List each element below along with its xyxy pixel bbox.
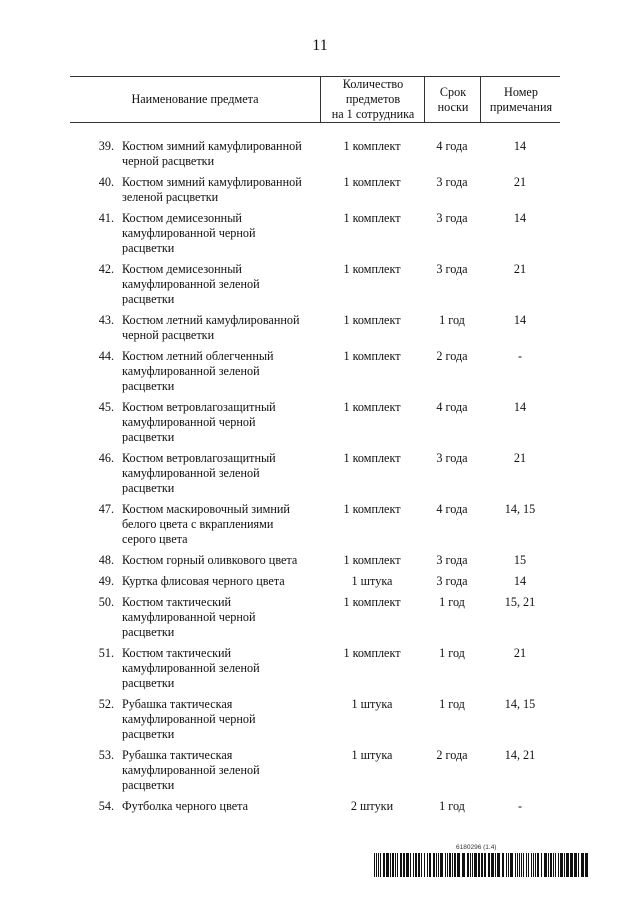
row-number: 44.	[98, 349, 114, 363]
row-number: 48.	[98, 553, 114, 567]
item-note-number: -	[517, 799, 523, 813]
item-name	[122, 502, 320, 547]
item-name-line: зеленой расцветки	[122, 190, 219, 204]
item-name	[122, 451, 320, 496]
barcode	[374, 853, 590, 877]
item-quantity: 1 комплект	[343, 553, 401, 567]
item-name	[122, 646, 320, 691]
item-wear-term: 4 года	[436, 139, 468, 153]
barcode-bar	[449, 853, 451, 877]
barcode-bar	[392, 853, 394, 877]
header-line: носки	[437, 99, 469, 114]
barcode-bar	[474, 853, 477, 877]
item-wear-term: 3 года	[436, 175, 468, 189]
barcode-bar	[410, 853, 411, 877]
table-row	[70, 451, 560, 502]
item-quantity: 1 комплект	[343, 646, 401, 660]
header-line: предметов	[345, 92, 401, 106]
item-quantity: 1 комплект	[343, 313, 401, 327]
row-number: 49.	[98, 574, 114, 588]
item-note-number: 21	[513, 262, 527, 276]
barcode-bar	[440, 853, 443, 877]
row-number: 45.	[98, 400, 114, 414]
item-name	[122, 175, 320, 205]
barcode-bar	[548, 853, 549, 877]
item-name-line: серого цвета	[122, 532, 188, 546]
barcode-bar	[519, 853, 520, 877]
barcode-bar	[386, 853, 389, 877]
item-wear-term: 3 года	[436, 211, 468, 225]
document-code: 6180296 (1.4)	[456, 844, 497, 851]
row-number: 53.	[98, 748, 114, 762]
barcode-bar	[433, 853, 435, 877]
item-quantity: 1 комплект	[343, 262, 401, 276]
item-quantity: 2 штуки	[350, 799, 394, 813]
item-name-line: Костюм демисезонный	[122, 211, 242, 225]
item-name-line: камуфлированной черной	[122, 226, 256, 240]
barcode-bar	[555, 853, 556, 877]
barcode-bar	[528, 853, 529, 877]
row-number: 52.	[98, 697, 114, 711]
barcode-bar	[380, 853, 381, 877]
barcode-bar	[535, 853, 536, 877]
barcode-bar	[510, 853, 513, 877]
barcode-bar	[421, 853, 422, 877]
item-name-line: Рубашка тактическая	[122, 748, 233, 762]
item-name-line: Костюм горный оливкового цвета	[122, 553, 298, 567]
barcode-bar	[457, 853, 460, 877]
row-number: 43.	[98, 313, 114, 327]
item-name	[122, 400, 320, 445]
barcode-bar	[462, 853, 465, 877]
barcode-bar	[541, 853, 542, 877]
header-line: примечания	[489, 99, 553, 114]
header-quantity	[320, 77, 425, 122]
item-wear-term: 1 год	[439, 799, 465, 813]
page-number: 11	[312, 37, 328, 54]
barcode-bar	[491, 853, 494, 877]
barcode-bar	[418, 853, 420, 877]
item-note-number: 15	[513, 553, 527, 567]
item-name-line: расцветки	[122, 292, 175, 306]
barcode-bar	[403, 853, 405, 877]
item-wear-term: 4 года	[436, 400, 468, 414]
item-wear-term: 3 года	[436, 553, 468, 567]
header-wear-term	[424, 77, 481, 122]
item-name-line: Костюм летний камуфлированной	[122, 313, 300, 327]
barcode-bar	[452, 853, 453, 877]
barcode-bar	[470, 853, 471, 877]
item-name-line: Костюм зимний камуфлированной	[122, 175, 302, 189]
item-name-line: расцветки	[122, 727, 175, 741]
barcode-bar	[560, 853, 563, 877]
row-number: 39.	[98, 139, 114, 153]
header-line: Наименование предмета	[131, 92, 259, 106]
barcode-bar	[413, 853, 414, 877]
barcode-bar	[570, 853, 573, 877]
item-name-line: Куртка флисовая черного цвета	[122, 574, 285, 588]
table-row	[70, 595, 560, 646]
item-note-number: 15, 21	[504, 595, 536, 609]
barcode-bar	[427, 853, 428, 877]
item-name-line: Костюм тактический	[122, 646, 232, 660]
item-name-line: Рубашка тактическая	[122, 697, 233, 711]
item-name-line: камуфлированной черной	[122, 415, 256, 429]
item-quantity: 1 комплект	[343, 175, 401, 189]
barcode-bar	[508, 853, 509, 877]
barcode-bar	[533, 853, 534, 877]
barcode-bar	[429, 853, 431, 877]
barcode-bar	[506, 853, 507, 877]
barcode-bar	[454, 853, 456, 877]
row-number: 46.	[98, 451, 114, 465]
item-name-line: камуфлированной зеленой	[122, 763, 260, 777]
item-name-line: Костюм демисезонный	[122, 262, 242, 276]
barcode-bar	[566, 853, 569, 877]
barcode-bar	[438, 853, 439, 877]
table-row	[70, 646, 560, 697]
item-name	[122, 595, 320, 640]
item-quantity: 1 штука	[351, 748, 393, 762]
row-number: 41.	[98, 211, 114, 225]
item-note-number: 21	[513, 175, 527, 189]
row-number: 54.	[98, 799, 114, 813]
table-row	[70, 799, 560, 820]
item-quantity: 1 комплект	[343, 502, 401, 516]
item-name	[122, 574, 320, 589]
barcode-bar	[390, 853, 391, 877]
barcode-bar	[397, 853, 398, 877]
table-row	[70, 313, 560, 349]
barcode-bar	[521, 853, 522, 877]
table-row	[70, 553, 560, 574]
row-number: 50.	[98, 595, 114, 609]
item-name-line: Костюм зимний камуфлированной	[122, 139, 302, 153]
item-name-line: черной расцветки	[122, 154, 215, 168]
item-name-line: Футболка черного цвета	[122, 799, 249, 813]
item-name	[122, 211, 320, 256]
barcode-bar	[558, 853, 559, 877]
table-row	[70, 139, 560, 175]
header-note-number	[480, 77, 561, 122]
barcode-bar	[502, 853, 504, 877]
item-name-line: Костюм ветровлагозащитный	[122, 451, 276, 465]
table-row	[70, 748, 560, 799]
row-number: 42.	[98, 262, 114, 276]
barcode-bar	[436, 853, 437, 877]
barcode-bar	[467, 853, 469, 877]
barcode-bar	[523, 853, 524, 877]
item-wear-term: 1 год	[439, 646, 465, 660]
item-wear-term: 3 года	[436, 451, 468, 465]
header-line: на 1 сотрудника	[331, 107, 415, 121]
barcode-bar	[415, 853, 417, 877]
barcode-bar	[472, 853, 473, 877]
item-name-line: камуфлированной черной	[122, 610, 256, 624]
barcode-bar	[578, 853, 579, 877]
item-name-line: расцветки	[122, 481, 175, 495]
item-name-line: черной расцветки	[122, 328, 215, 342]
barcode-bar	[581, 853, 584, 877]
table-row	[70, 400, 560, 451]
barcode-bar	[515, 853, 516, 877]
item-name-line: камуфлированной зеленой	[122, 661, 260, 675]
table-row	[70, 697, 560, 748]
barcode-bar	[445, 853, 446, 877]
item-name-line: Костюм ветровлагозащитный	[122, 400, 276, 414]
barcode-bar	[517, 853, 518, 877]
barcode-bar	[374, 853, 375, 877]
item-quantity: 1 комплект	[343, 211, 401, 225]
item-name-line: камуфлированной зеленой	[122, 277, 260, 291]
item-note-number: 21	[513, 646, 527, 660]
barcode-bar	[447, 853, 448, 877]
barcode-bar	[564, 853, 565, 877]
item-name	[122, 313, 320, 343]
item-quantity: 1 комплект	[343, 595, 401, 609]
barcode-bar	[537, 853, 539, 877]
item-wear-term: 2 года	[436, 349, 468, 363]
item-wear-term: 3 года	[436, 574, 468, 588]
barcode-bar	[481, 853, 483, 877]
barcode-bar	[383, 853, 385, 877]
table-row	[70, 349, 560, 400]
item-quantity: 1 штука	[351, 574, 393, 588]
item-note-number: 14	[513, 313, 527, 327]
item-note-number: 14	[513, 139, 527, 153]
header-line: Номер	[504, 84, 538, 99]
row-number: 40.	[98, 175, 114, 189]
barcode-bar	[424, 853, 425, 877]
table-row	[70, 574, 560, 595]
item-quantity: 1 комплект	[343, 139, 401, 153]
item-name	[122, 349, 320, 394]
item-name	[122, 553, 320, 568]
barcode-bar	[378, 853, 379, 877]
item-wear-term: 1 год	[439, 595, 465, 609]
item-note-number: 14, 15	[504, 697, 536, 711]
barcode-bar	[531, 853, 532, 877]
item-note-number: 14	[513, 211, 527, 225]
item-wear-term: 2 года	[436, 748, 468, 762]
header-line: Срок	[439, 84, 467, 99]
row-number: 51.	[98, 646, 114, 660]
item-name	[122, 139, 320, 169]
item-wear-term: 1 год	[439, 697, 465, 711]
barcode-bar	[585, 853, 588, 877]
item-name-line: расцветки	[122, 625, 175, 639]
barcode-bar	[395, 853, 396, 877]
table-row	[70, 211, 560, 262]
item-quantity: 1 штука	[351, 697, 393, 711]
item-name-line: камуфлированной черной	[122, 712, 256, 726]
barcode-bar	[544, 853, 547, 877]
table-row	[70, 262, 560, 313]
barcode-bar	[400, 853, 402, 877]
item-name	[122, 748, 320, 793]
item-name	[122, 262, 320, 307]
item-name	[122, 697, 320, 742]
item-name-line: расцветки	[122, 676, 175, 690]
item-name-line: расцветки	[122, 379, 175, 393]
table-header	[70, 76, 560, 123]
barcode-bar	[550, 853, 552, 877]
item-note-number: 14, 21	[504, 748, 536, 762]
barcode-bar	[526, 853, 527, 877]
item-quantity: 1 комплект	[343, 451, 401, 465]
item-wear-term: 1 год	[439, 313, 465, 327]
item-name-line: Костюм маскировочный зимний	[122, 502, 290, 516]
item-wear-term: 3 года	[436, 262, 468, 276]
item-name	[122, 799, 320, 814]
item-name-line: расцветки	[122, 241, 175, 255]
item-note-number: 14, 15	[504, 502, 536, 516]
uniform-items-table	[70, 76, 560, 820]
item-note-number: 14	[513, 400, 527, 414]
barcode-bar	[574, 853, 577, 877]
header-item-name	[70, 77, 320, 122]
barcode-bar	[376, 853, 377, 877]
item-name-line: Костюм летний облегченный	[122, 349, 274, 363]
table-row	[70, 175, 560, 211]
barcode-bar	[406, 853, 409, 877]
barcode-bar	[553, 853, 554, 877]
item-quantity: 1 комплект	[343, 400, 401, 414]
item-note-number: -	[517, 349, 523, 363]
item-note-number: 14	[513, 574, 527, 588]
item-note-number: 21	[513, 451, 527, 465]
barcode-bar	[495, 853, 496, 877]
item-name-line: белого цвета с вкраплениями	[122, 517, 274, 531]
barcode-bar	[497, 853, 500, 877]
table-row	[70, 502, 560, 553]
item-quantity: 1 комплект	[343, 349, 401, 363]
row-number: 47.	[98, 502, 114, 516]
table-body	[70, 123, 560, 820]
item-wear-term: 4 года	[436, 502, 468, 516]
barcode-bar	[478, 853, 480, 877]
item-name-line: расцветки	[122, 430, 175, 444]
item-name-line: камуфлированной зеленой	[122, 364, 260, 378]
item-name-line: расцветки	[122, 778, 175, 792]
barcode-bar	[484, 853, 486, 877]
item-name-line: Костюм тактический	[122, 595, 232, 609]
header-line: Количество	[342, 77, 404, 91]
barcode-bar	[488, 853, 490, 877]
item-name-line: камуфлированной зеленой	[122, 466, 260, 480]
